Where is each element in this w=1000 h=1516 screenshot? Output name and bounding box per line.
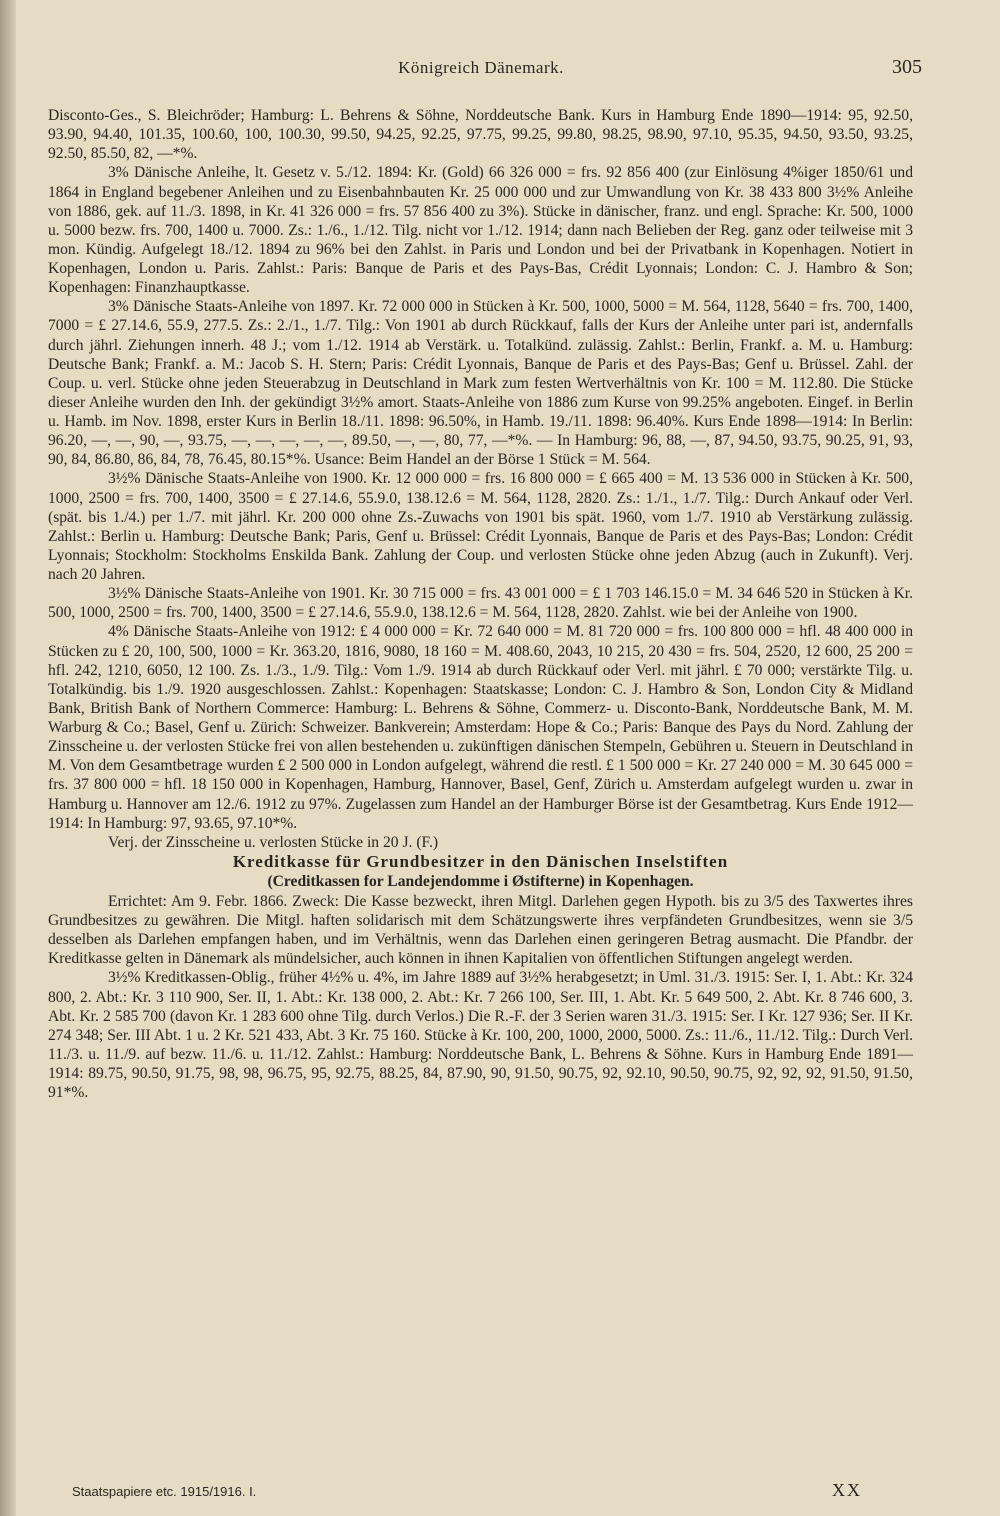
paragraph-anleihe-1897: 3% Dänische Staats-Anleihe von 1897. Kr. 72 000 000 in Stücken à Kr. 500, 1000, 5000 = M. 564, 1128, 5640 = frs. 700, 1400, 7000 = £ 27.14.6, 55.9, 277.5. Zs.: 2./1., 1./7. Tilg.: Von 1901 ab durch Rückkauf, falls der Kurs der Anleihe unter pari ist, andernfalls durch jährl. Ziehungen innerh. 48 J.; vom 1./12. 1914 ab Verstärk. u. Totalkünd. zulässig. Zahlst.: Berlin, Frankf. a. M. u. Hamburg: Deutsche Bank; Frankf. a. M.: Jacob S. H. Stern; Paris: Crédit Lyonnais, Banque de Paris et des Pays-Bas; Genf u. Brüssel. Zahl. der Coup. u. verl. Stücke ohne jeden Steuerabzug in Deutschland in Mark zum festen Wertverhältnis von Kr. 100 = M. 112.80. Die Stücke dieser Anleihe wurden den Inh. der gekündigt 3½% amort. Staats-Anleihe von 1886 zum Kurse von 99.25% angeboten. Eingef. in Berlin u. Hamb. im Nov. 1898, erster Kurs in Berlin 18./11. 1898: 96.50%, in Hamb. 19./11. 1898: 96.40%. Kurs Ende 1898—1914: In Berlin: 96.20, —, —, 90, —, 93.75, —, —, —, —, —, 89.50, —, —, 80, 77, —*%. — In Hamburg: 96, 88, —, 87, 94.50, 93.75, 90.25, 91, 93, 90, 84, 86.80, 86, 84, 78, 76.45, 80.15*%. Usance: Beim Handel an der Börse 1 Stück = M. 564. [48, 298, 913, 469]
page-header [40, 58, 922, 84]
paragraph-anleihe-1894: 3% Dänische Anleihe, lt. Gesetz v. 5./12. 1894: Kr. (Gold) 66 326 000 = frs. 92 856 400 (zur Einlösung 4%iger 1850/61 und 1864 in England begebener Anleihen und zu Eisenbahnbauten Kr. 25 000 000 und zur Umwandlung von Kr. 38 433 800 3½% Anleihe von 1886, gek. auf 11./3. 1898, in Kr. 41 326 000 = frs. 57 856 400 zu 3%). Stücke in dänischer, franz. und engl. Sprache: Kr. 500, 1000 u. 5000 bezw. frs. 700, 1400 u. 7000. Zs.: 1./6., 1./12. Tilg. nicht vor 1./12. 1914; dann nach Belieben der Reg. ganz oder teilweise mit 3 mon. Kündig. Aufgelegt 18./12. 1894 zu 96% bei den Zahlst. in Paris und London und bei der Privatbank in Kopenhagen. Notiert in Kopenhagen, London u. Paris. Zahlst.: Paris: Banque de Paris et des Pays-Bas, Crédit Lyonnais; London: C. J. Hambro & Son; Kopenhagen: Finanzhauptkasse. [48, 164, 913, 297]
body-text [48, 106, 913, 1102]
book-spine-shadow [0, 0, 16, 1516]
paragraph-anleihe-1901: 3½% Dänische Staats-Anleihe von 1901. Kr. 30 715 000 = frs. 43 001 000 = £ 1 703 146.15.0 = M. 34 646 520 in Stücken à Kr. 500, 1000, 2500 = frs. 700, 1400, 3500 = £ 27.14.6, 55.9.0, 138.12.6 = M. 564, 1128, 2820. Zahlst. wie bei der Anleihe von 1900. [48, 585, 913, 622]
paragraph-errichtet: Errichtet: Am 9. Febr. 1866. Zweck: Die Kasse bezweckt, ihren Mitgl. Darlehen gegen Hypoth. bis zu 3/5 des Taxwertes ihres Grundbesitzes zu gewähren. Die Mitgl. haften solidarisch mit dem Schätzungswerte ihres verpfändeten Grundbesitzes, wenn sie 3/5 desselben als Darlehen empfangen haben, und im Verhältnis, wenn das Darlehen einen geringeren Betrag ausmacht. Die Pfandbr. der Kreditkasse gelten in Dänemark als mündelsicher, auch können in ihnen Kapitalien von öffentlichen Stiftungen angelegt werden. [48, 892, 913, 968]
footer-series: Staatspapiere etc. 1915/1916. I. [72, 1484, 257, 1499]
paragraph-anleihe-1912: 4% Dänische Staats-Anleihe von 1912: £ 4 000 000 = Kr. 72 640 000 = M. 81 720 000 = frs. 100 800 000 = hfl. 48 400 000 in Stücken zu £ 20, 100, 500, 1000 = Kr. 363.20, 1816, 9080, 18 160 = M. 408.60, 2043, 10 215, 20 430 = frs. 504, 2520, 12 600, 25 200 = hfl. 242, 1210, 6050, 12 100. Zs. 1./3., 1./9. Tilg.: Vom 1./9. 1914 ab durch Rückkauf oder Verl. mit jährl. £ 70 000; verstärkte Tilg. u. Totalkündig. bis 1./9. 1920 ausgeschlossen. Zahlst.: Kopenhagen: Staatskasse; London: C. J. Hambro & Son, London City & Midland Bank, British Bank of Northern Commerce: Hamburg: L. Behrens & Söhne, Commerz- u. Disconto-Bank, Norddeutsche Bank, M. M. Warburg & Co.; Basel, Genf u. Zürich: Schweizer. Bankverein; Amsterdam: Hope & Co.; Paris: Banque des Pays du Nord. Zahlung der Zinsscheine u. der verlosten Stücke frei von allen bestehenden u. zukünftigen dänischen Stempeln, Gebühren u. Steuern in Deutschland in M. Von dem Gesamtbetrage wurden £ 2 500 000 in London aufgelegt, während die restl. £ 1 500 000 = Kr. 27 240 000 = M. 30 645 000 = frs. 37 800 000 = hfl. 18 150 000 in Kopenhagen, Hamburg, Hannover, Basel, Genf, Zürich u. Amsterdam aufgelegt wurden u. zwar in Hamburg u. Hannover am 12./6. 1912 zu 97%. Zugelassen zum Handel an der Hamburger Börse ist der Gesamtbetrag. Kurs Ende 1912—1914: In Hamburg: 97, 93.65, 97.10*%. [48, 623, 913, 832]
page-footer [72, 1480, 862, 1504]
page-number: 305 [892, 56, 922, 78]
paragraph-anleihe-1900: 3½% Dänische Staats-Anleihe von 1900. Kr. 12 000 000 = frs. 16 800 000 = £ 665 400 = M. 13 536 000 in Stücken à Kr. 500, 1000, 2500 = frs. 700, 1400, 3500 = £ 27.14.6, 55.9.0, 138.12.6 = M. 564, 1128, 2820. Zs.: 1./1., 1./7. Tilg.: Durch Ankauf oder Verl. (spät. bis 1./4.) per 1./7. mit jährl. Kr. 200 000 ohne Zs.-Zuwachs von 1901 bis spät. 1960, vom 1./7. 1910 ab Verstärkung zulässig. Zahlst.: Berlin u. Hamburg: Deutsche Bank; Paris, Genf u. Brüssel: Crédit Lyonnais, Banque de Paris et des Pays-Bas; London: Crédit Lyonnais; Stockholm: Stockholms Enskilda Bank. Zahlung der Coup. und verlosten Stücke ohne jeden Abzug (auch in Zukunft). Verj. nach 20 Jahren. [48, 470, 913, 583]
running-title: Königreich Dänemark. [398, 58, 564, 77]
paragraph-kreditkassen-oblig: 3½% Kreditkassen-Oblig., früher 4½% u. 4%, im Jahre 1889 auf 3½% herabgesetzt; in Uml. 31./3. 1915: Ser. I, 1. Abt.: Kr. 324 800, 2. Abt.: Kr. 3 110 900, Ser. II, 1. Abt.: Kr. 138 000, 2. Abt.: Kr. 7 266 100, Ser. III, 1. Abt. Kr. 5 649 500, 2. Abt. Kr. 8 746 600, 3. Abt. Kr. 2 585 700 (davon Kr. 1 283 600 ohne Tilg. durch Verlos.) Die R.-F. der 3 Serien waren 31./3. 1915: Ser. I Kr. 127 936; Ser. II Kr. 274 348; Ser. III Abt. 1 u. 2 Kr. 521 433, Abt. 3 Kr. 75 160. Stücke à Kr. 100, 200, 1000, 2000, 5000. Zs.: 11./6., 11./12. Tilg.: Durch Verl. 11./3. u. 11./9. auf bezw. 11./6. u. 11./12. Zahlst.: Hamburg: Norddeutsche Bank, L. Behrens & Söhne. Kurs in Hamburg Ende 1891—1914: 89.75, 90.50, 91.75, 98, 98, 96.75, 95, 92.75, 88.25, 84, 87.90, 90, 91.50, 90.75, 92, 92.10, 90.50, 90.75, 92, 92, 92, 91.50, 91.50, 91*%. [48, 969, 913, 1102]
paragraph-verjaehrung: Verj. der Zinsscheine u. verlosten Stücke in 20 J. (F.) [108, 833, 439, 851]
section-title: Kreditkasse für Grundbesitzer in den Dänischen Inselstiften [232, 851, 729, 871]
section-subtitle: (Creditkassen for Landejendomme i Østifterne) in Kopenhagen. [267, 872, 694, 890]
footer-signature: XX [832, 1480, 862, 1500]
paragraph-disconto: Disconto-Ges., S. Bleichröder; Hamburg: L. Behrens & Söhne, Norddeutsche Bank. Kurs in Hamburg Ende 1890—1914: 95, 92.50, 93.90, 94.40, 101.35, 100.60, 100, 100.30, 99.50, 94.25, 92.25, 97.75, 99.25, 99.80, 98.25, 98.90, 97.10, 95.35, 94.50, 93.50, 93.25, 92.50, 85.50, 82, —*%. [48, 107, 913, 163]
